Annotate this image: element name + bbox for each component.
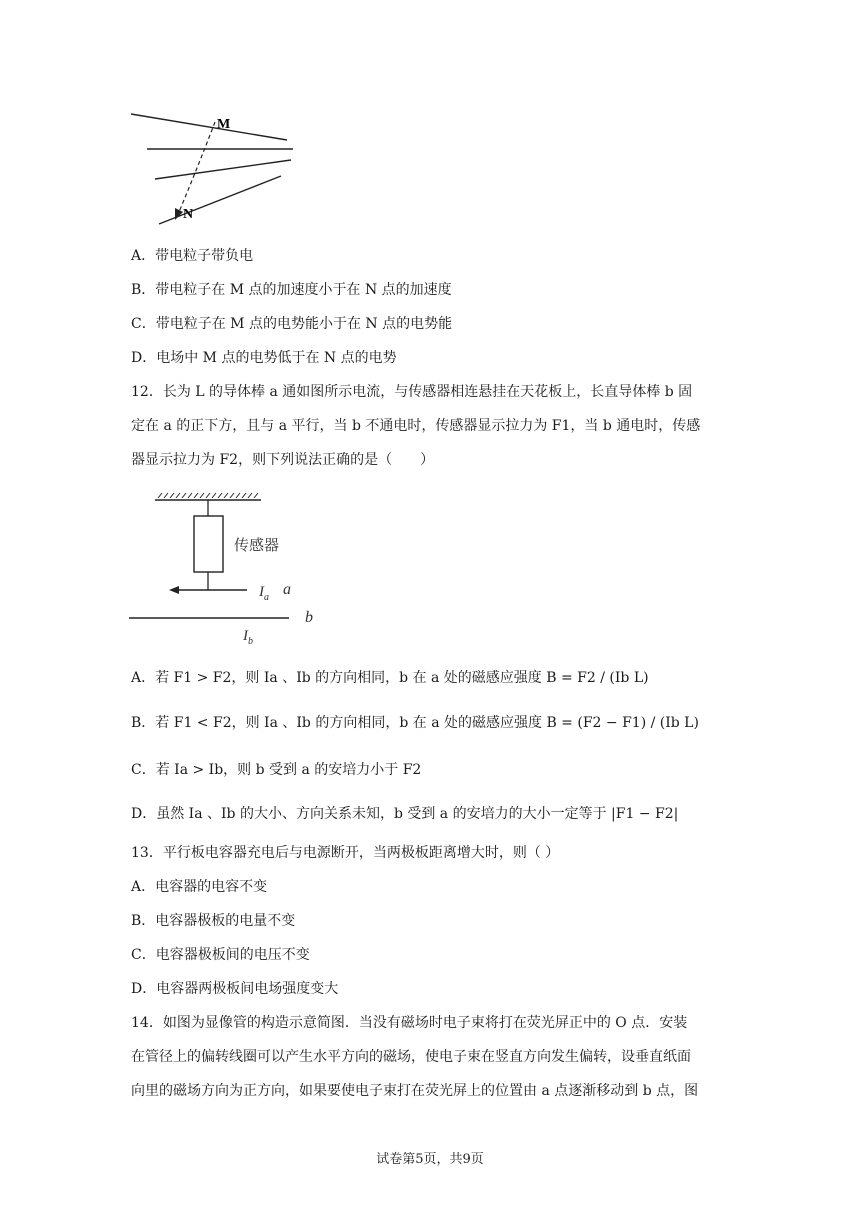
current-arrow-icon [169, 586, 179, 594]
q14-stem-line-1: 14．如图为显像管的构造示意简图．当没有磁场时电子束将打在荧光屏正中的 O 点．安装 [131, 1015, 688, 1031]
q13-stem: 13．平行板电容器充电后与电源断开，当两极板距离增大时，则（ ） [131, 845, 560, 861]
point-n-label: N [183, 207, 194, 222]
q14-stem-line-3: 向里的磁场方向为正方向，如果要使电子束打在荧光屏上的位置由 a 点逐渐移动到 b 点，图 [131, 1083, 699, 1099]
q12-option-d: D．虽然 Ia 、Ib 的大小、方向关系未知，b 受到 a 的安培力的大小一定等于 |F1 − F2| [131, 806, 679, 822]
rod-b-label: b [305, 609, 313, 626]
q12-stem-line-2: 定在 a 的正下方，且与 a 平行，当 b 不通电时，传感器显示拉力为 F1，当 b 通电时，传感 [131, 418, 701, 434]
q12-option-c: C．若 Ia > Ib，则 b 受到 a 的安培力小于 F2 [131, 762, 422, 778]
point-m-label: M [217, 117, 231, 132]
q11-option-c: C．带电粒子在 M 点的电势能小于在 N 点的电势能 [131, 316, 453, 332]
current-ib-label: $I_b$ [243, 628, 253, 647]
q14-stem-line-2: 在管径上的偏转线圈可以产生水平方向的磁场，使电子束在竖直方向发生偏转，设垂直纸面 [131, 1049, 691, 1065]
trajectory-arrowhead [175, 208, 183, 220]
sensor-label: 传感器 [234, 536, 280, 554]
q11-option-d: D．电场中 M 点的电势低于在 N 点的电势 [131, 350, 397, 366]
ceiling-hatching [158, 493, 258, 498]
q11-field-line-figure [125, 104, 305, 234]
q11-option-a: A．带电粒子带负电 [131, 248, 254, 264]
page-footer: 试卷第5页，共9页 [376, 1152, 484, 1167]
q12-sensor-figure [125, 490, 325, 650]
current-ia-label: $I_a$ [259, 584, 269, 603]
field-line-3 [155, 160, 291, 179]
q12-stem-line-3: 器显示拉力为 F2，则下列说法正确的是（ ） [131, 452, 435, 468]
q13-option-b: B．电容器极板的电量不变 [131, 913, 296, 929]
q13-option-a: A．电容器的电容不变 [131, 879, 268, 895]
q11-option-b: B．带电粒子在 M 点的加速度小于在 N 点的加速度 [131, 282, 452, 298]
particle-trajectory [179, 122, 215, 212]
q12-stem-line-1: 12．长为 L 的导体棒 a 通如图所示电流，与传感器相连悬挂在天花板上，长直导体棒 b 固 [131, 384, 693, 400]
q13-option-c: C．电容器极板间的电压不变 [131, 947, 310, 963]
q13-option-d: D．电容器两极板间电场强度变大 [131, 981, 339, 997]
q12-option-a: A．若 F1 > F2，则 Ia 、Ib 的方向相同，b 在 a 处的磁感应强度 B = F2 / (Ib L) [131, 670, 649, 686]
rod-a-label: a [283, 581, 291, 598]
sensor-box [194, 516, 223, 572]
q12-option-b: B．若 F1 < F2，则 Ia 、Ib 的方向相同，b 在 a 处的磁感应强度 B = (F2 − F1) / (Ib L) [131, 715, 699, 731]
